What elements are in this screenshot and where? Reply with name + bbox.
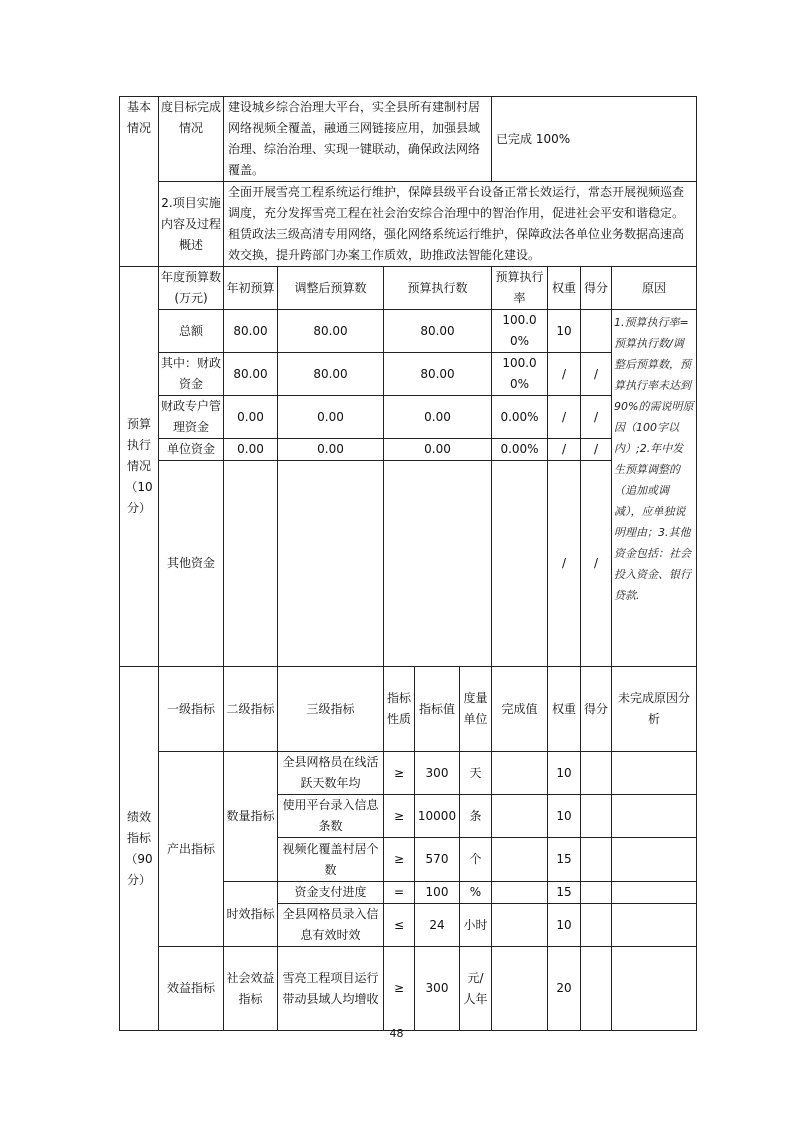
budget-cell: 100.00% xyxy=(492,310,548,353)
perf-header: 未完成原因分析 xyxy=(612,667,697,752)
perf-cell: 300 xyxy=(415,947,460,1031)
budget-cell: 0.00% xyxy=(492,396,548,439)
performance-evaluation-table xyxy=(119,96,697,1031)
budget-header: 年度预算数(万元) xyxy=(159,267,224,310)
perf-cell: % xyxy=(460,882,492,904)
budget-cell: 单位资金 xyxy=(159,439,224,461)
perf-cell xyxy=(581,795,612,838)
budget-row xyxy=(120,439,697,461)
level2-quantity: 数量指标 xyxy=(224,752,278,882)
perf-cell: 元/人年 xyxy=(460,947,492,1031)
perf-cell xyxy=(581,904,612,947)
impl-text: 全面开展雪亮工程系统运行维护，保障县级平台设备正常长效运行，常态开展视频巡查调度，充分发挥雪亮工程在社会治安综合治理中的智治作用，促进社会平安和谐稳定。租赁政法三级高清专用网络，强化网络系统运行维护，保障政法各单位业务数据高速高效交换，提升跨部门办案工作质效，助推政法智能化建设。 xyxy=(224,182,697,267)
budget-header: 原因 xyxy=(612,267,697,310)
perf-section-label: 绩效指标（90分） xyxy=(120,667,159,1031)
budget-cell: 80.00 xyxy=(224,353,278,396)
budget-row xyxy=(120,461,697,667)
perf-cell: 20 xyxy=(548,947,581,1031)
budget-cell: / xyxy=(581,353,612,396)
budget-cell: 0.00 xyxy=(384,396,492,439)
perf-cell: 雪亮工程项目运行带动县域人均增收 xyxy=(278,947,384,1031)
perf-cell: 条 xyxy=(460,795,492,838)
perf-cell: 天 xyxy=(460,752,492,795)
perf-header: 权重 xyxy=(548,667,581,752)
budget-cell xyxy=(224,461,278,667)
budget-header: 年初预算 xyxy=(224,267,278,310)
perf-cell xyxy=(612,752,697,795)
perf-cell xyxy=(492,752,548,795)
budget-cell: / xyxy=(581,439,612,461)
perf-cell xyxy=(492,795,548,838)
level1-benefit: 效益指标 xyxy=(159,947,224,1031)
perf-cell xyxy=(612,795,697,838)
perf-header: 指标值 xyxy=(415,667,460,752)
budget-cell: / xyxy=(548,396,581,439)
budget-cell: 80.00 xyxy=(224,310,278,353)
budget-cell: 80.00 xyxy=(278,310,384,353)
budget-cell: 10 xyxy=(548,310,581,353)
perf-cell: 24 xyxy=(415,904,460,947)
perf-row xyxy=(120,947,697,1031)
perf-cell: 使用平台录入信息条数 xyxy=(278,795,384,838)
perf-cell: 15 xyxy=(548,838,581,882)
perf-header: 三级指标 xyxy=(278,667,384,752)
perf-cell: ≥ xyxy=(384,947,415,1031)
budget-cell: 80.00 xyxy=(278,353,384,396)
perf-header: 指标性质 xyxy=(384,667,415,752)
budget-cell: 0.00 xyxy=(224,396,278,439)
perf-cell: 10 xyxy=(548,904,581,947)
perf-cell: 个 xyxy=(460,838,492,882)
perf-row xyxy=(120,752,697,795)
budget-cell: 0.00 xyxy=(224,439,278,461)
perf-cell: 100 xyxy=(415,882,460,904)
budget-cell: / xyxy=(581,461,612,667)
budget-cell: 其中：财政资金 xyxy=(159,353,224,396)
budget-cell: / xyxy=(548,461,581,667)
level1-output: 产出指标 xyxy=(159,752,224,947)
perf-cell xyxy=(492,882,548,904)
perf-cell: 570 xyxy=(415,838,460,882)
budget-cell xyxy=(278,461,384,667)
perf-cell xyxy=(492,947,548,1031)
perf-cell: 10000 xyxy=(415,795,460,838)
perf-cell xyxy=(581,838,612,882)
perf-cell: ≥ xyxy=(384,838,415,882)
perf-cell: 全县网格员在线活跃天数年均 xyxy=(278,752,384,795)
budget-header: 权重 xyxy=(548,267,581,310)
budget-cell: 0.00 xyxy=(278,439,384,461)
impl-label: 2.项目实施内容及过程概述 xyxy=(159,182,224,267)
perf-cell xyxy=(492,904,548,947)
perf-cell: ≥ xyxy=(384,752,415,795)
budget-cell: / xyxy=(548,353,581,396)
budget-cell: 0.00 xyxy=(278,396,384,439)
budget-note: 1.预算执行率=预算执行数/调整后预算数，预算执行率未达到90%的需说明原因（100字以内）;2.年中发生预算调整的（追加或调减），应单独说明理由；3.其他资金包括：社会投入资金、银行贷款. xyxy=(612,310,697,667)
perf-cell xyxy=(581,752,612,795)
budget-cell: / xyxy=(548,439,581,461)
perf-cell: = xyxy=(384,882,415,904)
perf-cell: 300 xyxy=(415,752,460,795)
perf-header: 完成值 xyxy=(492,667,548,752)
perf-cell xyxy=(612,904,697,947)
goal-status: 已完成 100% xyxy=(492,97,697,182)
basic-section-label: 基本情况 xyxy=(120,97,159,267)
perf-cell: ≤ xyxy=(384,904,415,947)
perf-cell xyxy=(612,947,697,1031)
budget-cell: 其他资金 xyxy=(159,461,224,667)
perf-header: 度量单位 xyxy=(460,667,492,752)
budget-cell: / xyxy=(581,396,612,439)
budget-cell xyxy=(581,310,612,353)
perf-cell xyxy=(581,882,612,904)
perf-cell: 10 xyxy=(548,752,581,795)
budget-header: 预算执行数 xyxy=(384,267,492,310)
budget-cell: 0.00 xyxy=(384,439,492,461)
budget-cell: 0.00% xyxy=(492,439,548,461)
perf-cell: 全县网格员录入信息有效时效 xyxy=(278,904,384,947)
goal-text: 建设城乡综合治理大平台，实全县所有建制村居网络视频全覆盖，融通三网链接应用，加强县域治理、综治治理、实现一键联动，确保政法网络覆盖。 xyxy=(224,97,492,182)
perf-cell xyxy=(581,947,612,1031)
perf-cell xyxy=(612,838,697,882)
perf-header: 得分 xyxy=(581,667,612,752)
perf-cell: 10 xyxy=(548,795,581,838)
perf-cell: ≥ xyxy=(384,795,415,838)
budget-cell xyxy=(492,461,548,667)
budget-header: 调整后预算数 xyxy=(278,267,384,310)
level2-timeliness: 时效指标 xyxy=(224,882,278,947)
budget-header: 得分 xyxy=(581,267,612,310)
perf-cell xyxy=(612,882,697,904)
perf-cell: 15 xyxy=(548,882,581,904)
budget-cell: 100.00% xyxy=(492,353,548,396)
perf-header: 二级指标 xyxy=(224,667,278,752)
perf-cell: 小时 xyxy=(460,904,492,947)
perf-header: 一级指标 xyxy=(159,667,224,752)
page-number: 48 xyxy=(389,1027,404,1040)
budget-row xyxy=(120,310,697,353)
budget-cell: 80.00 xyxy=(384,310,492,353)
budget-section-label: 预算执行情况（10分） xyxy=(120,267,159,667)
budget-header: 预算执行率 xyxy=(492,267,548,310)
budget-row xyxy=(120,353,697,396)
budget-row xyxy=(120,396,697,439)
level2-social-benefit: 社会效益指标 xyxy=(224,947,278,1031)
perf-cell: 视频化覆盖村居个数 xyxy=(278,838,384,882)
budget-cell: 总额 xyxy=(159,310,224,353)
goal-label: 度目标完成情况 xyxy=(159,97,224,182)
budget-cell: 80.00 xyxy=(384,353,492,396)
perf-cell: 资金支付进度 xyxy=(278,882,384,904)
budget-cell: 财政专户管理资金 xyxy=(159,396,224,439)
budget-cell xyxy=(384,461,492,667)
perf-cell xyxy=(492,838,548,882)
